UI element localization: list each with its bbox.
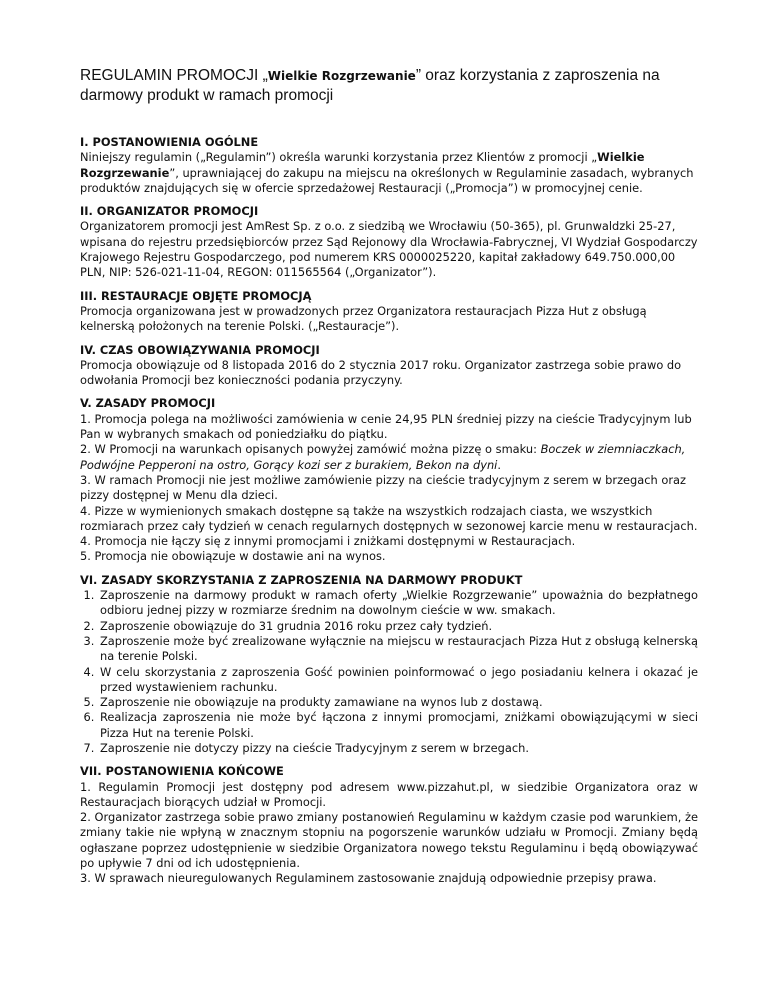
section-general-provisions <box>80 135 698 196</box>
list-item: 2. Zaproszenie obowiązuje do 31 grudnia 2016 roku przez cały tydzień. <box>98 619 698 634</box>
list-item: 7. Zaproszenie nie dotyczy pizzy na cieście Tradycyjnym z serem w brzegach. <box>98 741 698 756</box>
list-item: 1. Zaproszenie na darmowy produkt w ramach oferty „Wielkie Rozgrzewanie” upoważnia do bezpłatnego odbioru jednej pizzy w rozmiarze średnim na dowolnym cieście w ww. smakach. <box>98 588 698 619</box>
section-promotion-rules <box>80 396 698 564</box>
rule-paragraph: 3. W sprawach nieuregulowanych Regulaminem zastosowanie znajdują odpowiednie przepisy prawa. <box>80 871 657 886</box>
pizza-flavours: Boczek w ziemniaczkach, Podwójne Pepperoni na ostro, Gorący kozi ser z burakiem, Bekon na dyni <box>80 442 686 472</box>
paragraph-text: ”, uprawniającej do zakupu na miejscu na określonych w Regulaminie zasadach, wybranych produktów znajdujących się w ofercie sprzedażowej Restauracji („Promocja”) w promocyjnej cenie. <box>80 165 694 195</box>
rule-paragraph: 1. Promocja polega na możliwości zamówienia w cenie 24,95 PLN średniej pizzy na cieście Tradycyjnym lub Pan w wybranych smakach od poniedziałku do piątku. <box>80 411 692 442</box>
list-item: 6. Realizacja zaproszenia nie może być łączona z innymi promocjami, zniżkami obowiązującymi w sieci Pizza Hut na terenie Polski. <box>98 710 698 741</box>
invitation-rules-list <box>80 588 698 756</box>
section-organizer <box>80 204 698 280</box>
paragraph-text: . <box>497 457 501 472</box>
section-final-provisions <box>80 764 698 886</box>
section-heading: V. ZASADY PROMOCJI <box>80 396 216 411</box>
promo-name-bold: Wielkie Rozgrzewanie <box>80 150 645 180</box>
title-promo-name: Wielkie Rozgrzewanie <box>267 69 416 83</box>
section-paragraph: Organizatorem promocji jest AmRest Sp. z o.o. z siedzibą we Wrocławiu (50-365), pl. Grunwaldzki 25-27, wpisana do rejestru przedsiębiorców przez Sąd Rejonowy dla Wrocławia-Fabrycznej, VI Wydział Gospodarczy Krajowego Rejestru Gospodarczego, pod numerem KRS 0000025220, kapitał zakładowy 649.750.000,00 PLN, NIP: 526-021-11-04, REGON: 011565564 („Organizator”). <box>80 219 698 280</box>
list-item: 3. Zaproszenie może być zrealizowane wyłącznie na miejscu w restauracjach Pizza Hut z obsługą kelnerską na terenie Polski. <box>98 634 698 665</box>
paragraph-text: 2. W Promocji na warunkach opisanych powyżej zamówić można pizzę o smaku: <box>80 442 541 457</box>
list-item: 4. W celu skorzystania z zaproszenia Gość powinien poinformować o jego posiadaniu kelnera i okazać je przed wystawieniem rachunku. <box>98 665 698 696</box>
section-heading: VII. POSTANOWIENIA KOŃCOWE <box>80 764 284 779</box>
section-heading: VI. ZASADY SKORZYSTANIA Z ZAPROSZENIA NA DARMOWY PRODUKT <box>80 572 523 587</box>
rule-paragraph: 4. Promocja nie łączy się z innymi promocjami i zniżkami dostępnymi w Restauracjach. <box>80 534 576 549</box>
document-title <box>80 66 698 105</box>
section-heading: II. ORGANIZATOR PROMOCJI <box>80 204 259 219</box>
list-item: 5. Zaproszenie nie obowiązuje na produkty zamawiane na wynos lub z dostawą. <box>98 695 698 710</box>
rule-paragraph: 2. Organizator zastrzega sobie prawo zmiany postanowień Regulaminu w każdym czasie pod warunkiem, że zmiany takie nie wpłyną w znacznym stopniu na pogorszenie warunków udziału w Promocji. Zmiany będą ogłaszane poprzez udostępnienie w siedzibie Organizatora nowego tekstu Regulaminu i będą obowiązywać po upływie 7 dni od ich udostępnienia. <box>80 810 698 871</box>
section-paragraph: Promocja organizowana jest w prowadzonych przez Organizatora restauracjach Pizza Hut z obsługą kelnerską położonych na terenie Polski. („Restauracje”). <box>80 303 647 334</box>
rule-paragraph: 1. Regulamin Promocji jest dostępny pod adresem www.pizzahut.pl, w siedzibie Organizatora oraz w Restauracjach biorących udział w Promocji. <box>80 779 698 809</box>
rule-paragraph: 3. W ramach Promocji nie jest możliwe zamówienie pizzy na cieście tradycyjnym z serem w brzegach oraz pizzy dostępnej w Menu dla dzieci. <box>80 472 686 503</box>
rule-paragraph <box>80 442 698 473</box>
section-free-product-invitation <box>80 573 698 757</box>
section-paragraph <box>80 150 698 196</box>
title-text-end: ” oraz korzystania z zaproszenia na darmowy produkt w ramach promocji <box>80 67 660 104</box>
rule-paragraph: 4. Pizze w wymienionych smakach dostępne są także na wszystkich rodzajach ciasta, we wszystkich rozmiarach przez cały tydzień w cenach regularnych dostępnych w sezonowej karcie menu w restauracjach. <box>80 503 698 533</box>
section-promotion-period <box>80 343 698 389</box>
section-restaurants <box>80 289 698 335</box>
section-heading: III. RESTAURACJE OBJĘTE PROMOCJĄ <box>80 288 312 303</box>
section-heading: IV. CZAS OBOWIĄZYWANIA PROMOCJI <box>80 342 320 357</box>
section-paragraph: Promocja obowiązuje od 8 listopada 2016 do 2 stycznia 2017 roku. Organizator zastrzega sobie prawo do odwołania Promocji bez konieczności podania przyczyny. <box>80 357 682 388</box>
section-heading: I. POSTANOWIENIA OGÓLNE <box>80 135 259 149</box>
rule-paragraph: 5. Promocja nie obowiązuje w dostawie ani na wynos. <box>80 549 386 564</box>
paragraph-text: Niniejszy regulamin („Regulamin”) określa warunki korzystania przez Klientów z promocji „ <box>80 150 598 165</box>
title-text-start: REGULAMIN PROMOCJI „ <box>80 67 268 84</box>
